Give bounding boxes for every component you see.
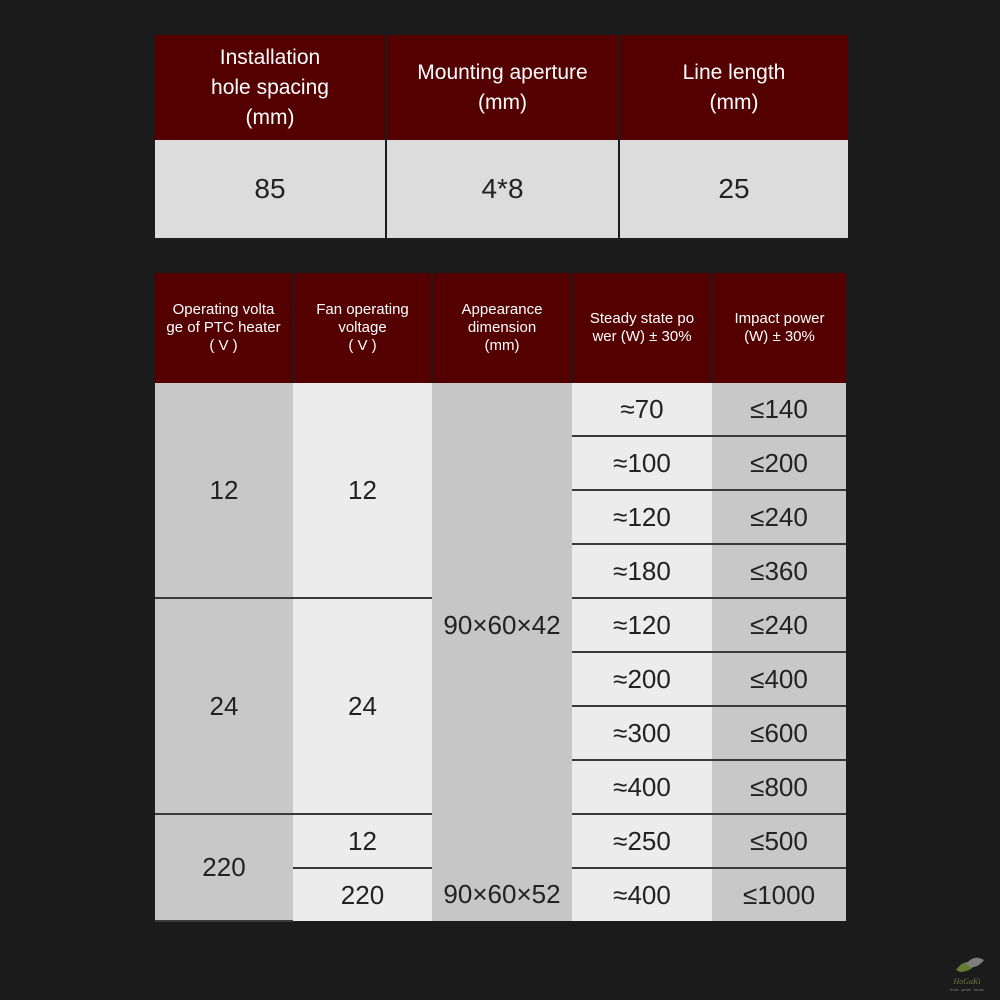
- header-hole-spacing: Installation hole spacing (mm): [155, 35, 386, 140]
- steady-power-cell: ≈300: [572, 706, 712, 760]
- brand-tagline: Home · garden · kitchen: [949, 988, 985, 992]
- steady-power-cell: ≈120: [572, 490, 712, 544]
- value-mounting-aperture: 4*8: [386, 140, 619, 238]
- fan-voltage-cell: 220: [293, 868, 432, 921]
- brand-logo: [942, 950, 992, 994]
- spec-table: [155, 35, 848, 238]
- header-appearance-dimension: Appearance dimension (mm): [432, 273, 572, 383]
- impact-power-cell: ≤600: [712, 706, 846, 760]
- heater-voltage-cell: 220: [155, 814, 293, 921]
- brand-name: HoGaKi: [953, 977, 981, 986]
- steady-power-cell: ≈120: [572, 598, 712, 652]
- value-hole-spacing: 85: [155, 140, 386, 238]
- fan-voltage-cell: 12: [293, 814, 432, 868]
- power-table: [155, 273, 846, 922]
- impact-power-cell: ≤400: [712, 652, 846, 706]
- heater-voltage-cell: 24: [155, 598, 293, 814]
- steady-power-cell: ≈100: [572, 436, 712, 490]
- steady-power-cell: ≈250: [572, 814, 712, 868]
- impact-power-cell: ≤140: [712, 383, 846, 436]
- header-steady-power: Steady state po wer (W) ± 30%: [572, 273, 712, 383]
- power-header-row: [155, 273, 846, 383]
- heater-voltage-cell: 12: [155, 383, 293, 598]
- dimension-cell: 90×60×52: [432, 868, 572, 921]
- impact-power-cell: ≤240: [712, 490, 846, 544]
- impact-power-cell: ≤1000: [712, 868, 846, 921]
- steady-power-cell: ≈200: [572, 652, 712, 706]
- steady-power-cell: ≈400: [572, 760, 712, 814]
- steady-power-cell: ≈180: [572, 544, 712, 598]
- spec-value-row: [155, 140, 848, 238]
- steady-power-cell: ≈70: [572, 383, 712, 436]
- header-impact-power: Impact power (W) ± 30%: [712, 273, 846, 383]
- leaf-icon: [966, 958, 984, 967]
- header-heater-voltage: Operating volta ge of PTC heater ( V ): [155, 273, 293, 383]
- dimension-cell: 90×60×42: [432, 383, 572, 868]
- header-line-length: Line length (mm): [619, 35, 848, 140]
- fan-voltage-cell: 24: [293, 598, 432, 814]
- value-line-length: 25: [619, 140, 848, 238]
- steady-power-cell: ≈400: [572, 868, 712, 921]
- impact-power-cell: ≤240: [712, 598, 846, 652]
- fan-voltage-cell: 12: [293, 383, 432, 598]
- header-mounting-aperture: Mounting aperture (mm): [386, 35, 619, 140]
- impact-power-cell: ≤800: [712, 760, 846, 814]
- header-fan-voltage: Fan operating voltage ( V ): [293, 273, 432, 383]
- impact-power-cell: ≤360: [712, 544, 846, 598]
- impact-power-cell: ≤200: [712, 436, 846, 490]
- spec-header-row: [155, 35, 848, 140]
- impact-power-cell: ≤500: [712, 814, 846, 868]
- table-row: [155, 383, 846, 436]
